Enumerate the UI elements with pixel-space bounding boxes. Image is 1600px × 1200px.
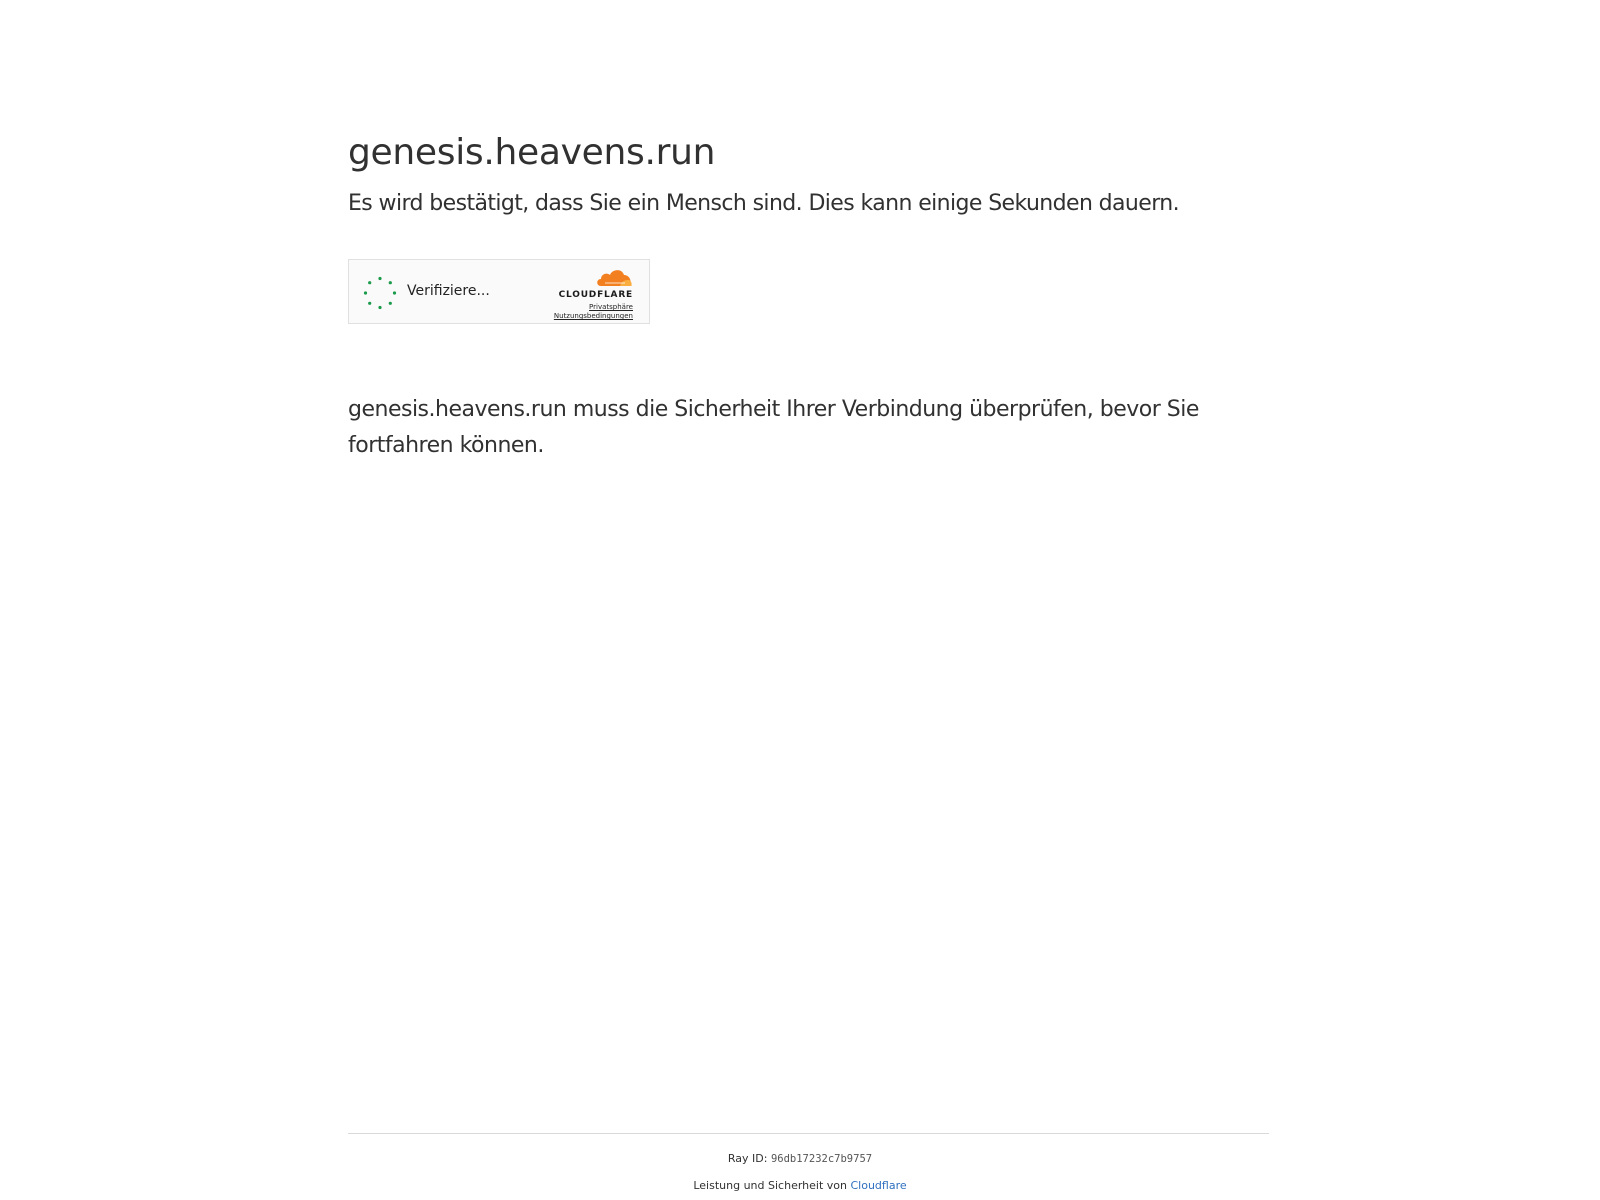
ray-id-value: 96db17232c7b9757 bbox=[770, 1153, 873, 1165]
footer-divider bbox=[348, 1133, 1269, 1134]
cloudflare-cloud-icon bbox=[595, 266, 633, 288]
privacy-link[interactable]: Privatsphäre bbox=[589, 303, 633, 311]
cloudflare-link[interactable]: Cloudflare bbox=[850, 1179, 907, 1192]
loading-spinner-icon bbox=[363, 276, 397, 310]
terms-link[interactable]: Nutzungsbedingungen bbox=[553, 312, 633, 320]
performance-line bbox=[0, 1179, 1600, 1192]
security-message: genesis.heavens.run muss die Sicherheit Ihrer Verbindung überprüfen, bevor Sie fortfahren können. bbox=[348, 397, 1199, 458]
page-title: genesis.heavens.run bbox=[348, 132, 716, 173]
ray-id-line bbox=[0, 1152, 1600, 1165]
cloudflare-branding bbox=[523, 266, 633, 318]
verification-status: Verifiziere... bbox=[407, 283, 490, 299]
cloudflare-wordmark: CLOUDFLARE bbox=[558, 290, 633, 300]
ray-id-label: Ray ID: bbox=[727, 1152, 768, 1165]
page-subtitle: Es wird bestätigt, dass Sie ein Mensch sind. Dies kann einige Sekunden dauern. bbox=[348, 191, 1179, 216]
performance-prefix: Leistung und Sicherheit von bbox=[693, 1179, 847, 1192]
turnstile-widget[interactable] bbox=[348, 259, 650, 324]
